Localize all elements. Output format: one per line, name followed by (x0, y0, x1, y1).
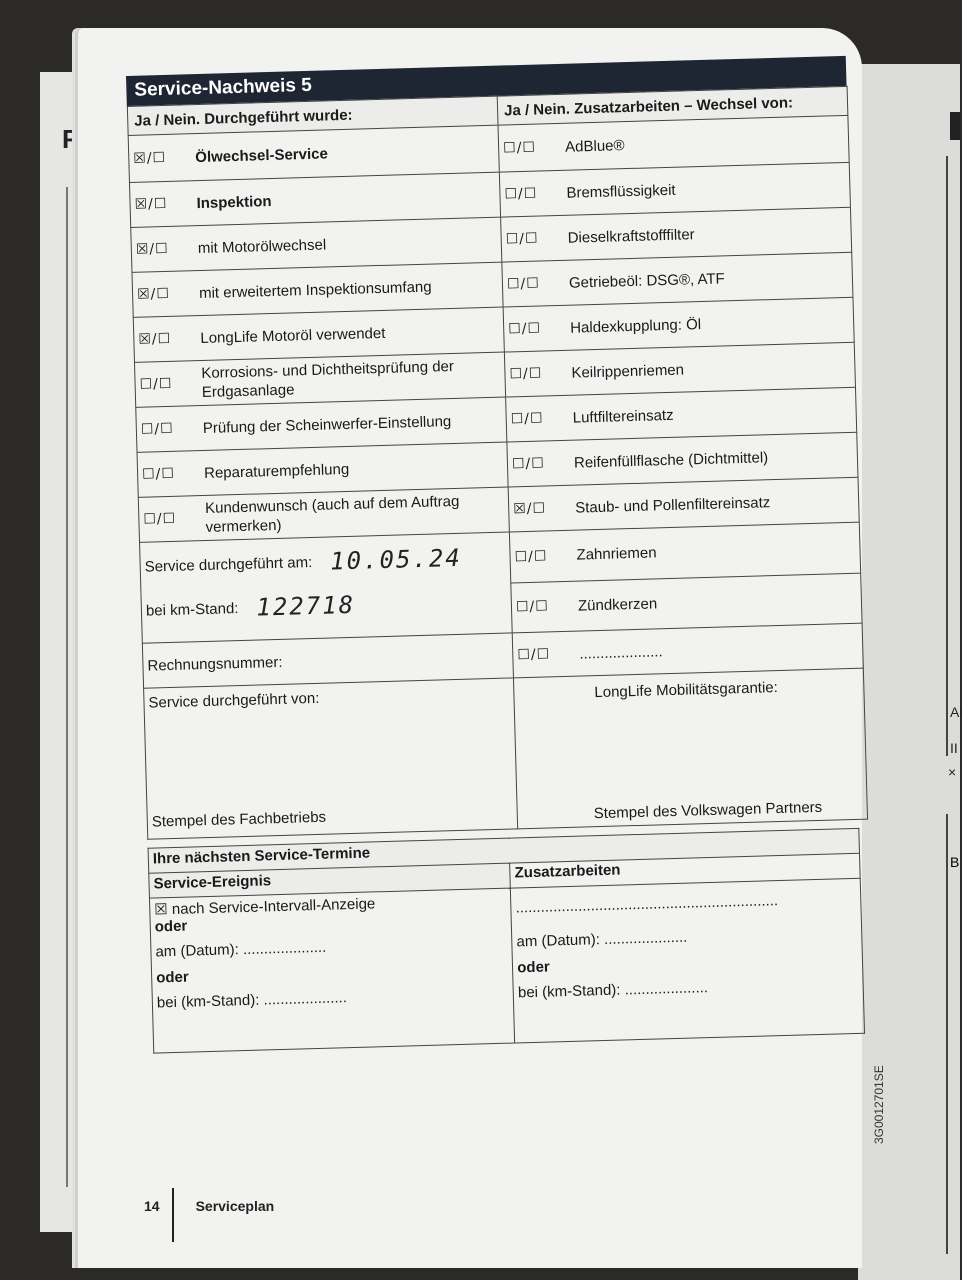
item-label: Zündkerzen (577, 595, 658, 615)
item-label: Inspektion (196, 192, 272, 212)
right-page-fragment: II (950, 740, 958, 756)
checkbox-pair[interactable]: ☐/☐ (514, 548, 548, 566)
or-label: oder (517, 958, 551, 977)
or-label: oder (154, 917, 188, 936)
item-label: Luftfiltereinsatz (572, 406, 674, 427)
next-service-table (148, 828, 865, 1054)
checkbox-pair[interactable]: ☐/☐ (139, 375, 173, 393)
extra-date-field[interactable]: am (Datum): .................... (516, 928, 688, 951)
item-label: Korrosions- und Dichtheitsprüfung der Erdgasanlage (201, 357, 455, 402)
item-label: Prüfung der Scheinwerfer-Einstellung (202, 412, 452, 437)
dealer-stamp-area[interactable] (144, 678, 518, 839)
dealer-stamp-label: Stempel des Fachbetriebs (151, 808, 327, 831)
km-label: bei km-Stand: (145, 599, 239, 620)
vw-stamp-label: Stempel des Volkswagen Partners (593, 798, 823, 823)
left-page-border (66, 187, 68, 1187)
checkbox-pair[interactable]: ☐/☐ (140, 420, 174, 438)
checkbox-pair[interactable]: ☐/☐ (508, 320, 542, 338)
extra-work-header: Zusatzarbeiten (514, 861, 621, 882)
item-label: Zahnriemen (576, 544, 657, 564)
next-date-field[interactable]: am (Datum): .................... (155, 938, 327, 961)
right-page-title-bar (950, 112, 960, 140)
right-page-fragment: B (950, 854, 960, 870)
item-label: LongLife Motoröl verwendet (200, 324, 386, 347)
checkbox-pair[interactable]: ☐/☐ (509, 365, 543, 383)
right-column-header: Ja / Nein. Zusatzarbeiten – Wechsel von: (497, 86, 848, 125)
item-label: Staub- und Pollenfiltereinsatz (574, 493, 771, 517)
item-label: Haldexkupplung: Öl (569, 315, 702, 337)
next-service-title: Ihre nächsten Service-Termine (148, 828, 859, 873)
checkbox-pair[interactable]: ☐/☐ (510, 410, 544, 428)
checkbox-pair[interactable]: ☐/☐ (511, 455, 546, 473)
vw-partner-stamp-area[interactable] (513, 668, 867, 829)
right-page-fragment: Al (950, 704, 962, 720)
interval-option[interactable]: ☒ nach Service-Intervall-Anzeige (154, 895, 376, 919)
service-event-header: Service-Ereignis (149, 863, 511, 898)
km-value[interactable]: 122718 (256, 590, 356, 622)
page-title: Service-Nachweis 5 (126, 56, 847, 106)
right-page-frame (946, 814, 962, 1254)
checkbox-pair[interactable]: ☐/☐ (506, 275, 541, 293)
item-label: mit Motorölwechsel (197, 235, 327, 257)
document-code: 3G0012701SE (872, 1065, 886, 1144)
checkbox-pair[interactable]: ☒/☐ (133, 149, 167, 167)
item-label: Bremsflüssigkeit (566, 181, 676, 202)
item-label: Reparaturempfehlung (203, 460, 350, 482)
performed-by-label: Service durchgeführt von: (148, 689, 320, 712)
or-label: oder (155, 968, 189, 987)
left-column-header: Ja / Nein. Durchgeführt wurde: (127, 96, 498, 135)
section-name: Serviceplan (195, 1198, 275, 1214)
service-record-sheet (126, 56, 873, 1054)
page-number: 14 (144, 1198, 160, 1214)
left-page-letter: F (62, 124, 78, 154)
checkbox-pair[interactable]: ☐/☐ (143, 510, 177, 528)
checkbox-pair[interactable]: ☐/☐ (517, 646, 551, 664)
item-label: Ölwechsel-Service (195, 144, 329, 166)
item-label: Keilrippenriemen (571, 361, 685, 382)
checkbox-pair[interactable]: ☐/☐ (515, 598, 550, 616)
service-date-value[interactable]: 10.05.24 (329, 543, 463, 576)
item-label: .................... (579, 642, 663, 663)
item-label: Dieselkraftstofffilter (567, 225, 695, 247)
right-page-fragment: × (948, 764, 957, 780)
right-page-frame (946, 156, 962, 756)
checkbox-pair[interactable]: ☐/☐ (505, 230, 539, 248)
extra-km-field[interactable]: bei (km-Stand): .................... (517, 979, 709, 1002)
mobility-guarantee-label: LongLife Mobilitätsgarantie: (594, 679, 779, 702)
page-footer (144, 1188, 274, 1242)
checkbox-pair[interactable]: ☒/☐ (136, 285, 171, 303)
item-label: Kundenwunsch (auch auf dem Auftrag vermerken) (204, 492, 460, 536)
booklet-page (78, 28, 862, 1268)
item-label: AdBlue® (564, 136, 625, 156)
footer-divider (172, 1188, 174, 1242)
checkbox-pair[interactable]: ☒/☐ (513, 500, 547, 518)
extra-work-field[interactable]: ............................................................... (515, 892, 779, 917)
right-page-edge (858, 64, 960, 1280)
checkbox-pair[interactable]: ☒/☐ (134, 195, 168, 213)
item-label: mit erweitertem Inspektionsumfang (198, 278, 432, 302)
service-table (127, 86, 868, 840)
item-label: Reifenfüllflasche (Dichtmittel) (573, 448, 769, 472)
next-km-field[interactable]: bei (km-Stand): .................... (156, 989, 348, 1012)
checkbox-pair[interactable]: ☐/☐ (141, 465, 176, 483)
checkbox-pair[interactable]: ☒/☐ (138, 330, 172, 348)
invoice-number-label: Rechnungsnummer: (147, 653, 283, 675)
service-date-label: Service durchgeführt am: (144, 553, 313, 576)
checkbox-pair[interactable]: ☒/☐ (135, 240, 169, 258)
checkbox-pair[interactable]: ☐/☐ (504, 185, 538, 203)
checkbox-pair[interactable]: ☐/☐ (502, 139, 537, 157)
item-label: Getriebeöl: DSG®, ATF (568, 269, 725, 292)
